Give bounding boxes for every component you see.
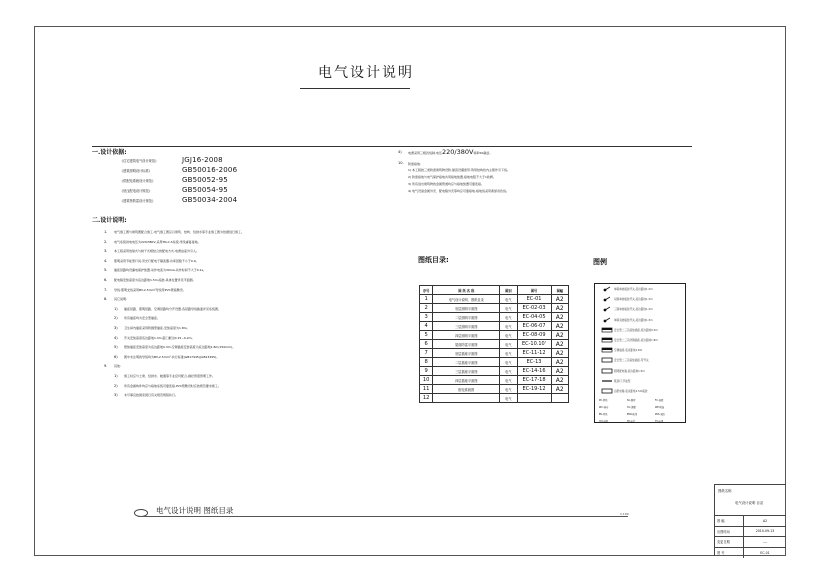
legend-abbrev: FC-地面: [655, 399, 664, 403]
note-sub-text: 开关安装高度底边距地1.3m,距门框边0.15~0.2m。: [124, 335, 195, 340]
note-sub-text: 未尽事宜按国家现行有关规范规程执行。: [124, 393, 179, 398]
cell-name: 底层插座平面图: [433, 349, 500, 358]
standard-row: [120, 175, 237, 185]
note-text: 其它说明:: [114, 297, 128, 302]
legend-item-text: 吸顶灯,节能型: [614, 379, 631, 383]
cell-name: 四层照明平面图: [433, 331, 500, 340]
note-sub-item: [104, 336, 384, 346]
note-item: [104, 259, 384, 269]
standard-code: GB50052-95: [182, 176, 228, 184]
cell-code: EC-11-12: [517, 349, 551, 358]
note-number: 9.: [104, 364, 108, 369]
legend-abbrev: WE-明装: [655, 406, 665, 410]
standard-name: 《住宅建筑电气设计规范》: [120, 158, 159, 163]
table-row: [420, 394, 569, 403]
legend-item: [595, 284, 685, 294]
cell-code: EC-06-07: [517, 322, 551, 331]
design-basis-heading: 一.设计依据:: [92, 149, 127, 156]
cell-no: 12: [420, 394, 433, 403]
cell-code: EC-02-03: [517, 304, 551, 313]
table-row: [420, 340, 569, 349]
legend-item: [595, 294, 685, 304]
note-text: 照明采用节能型灯具,荧光灯配电子镇流器,功率因数不小于0.9。: [114, 258, 199, 263]
note-sub-item: [104, 355, 384, 365]
cell-type: 电气: [500, 385, 517, 394]
note-sub-text: 壁装插座安装高度为底边距地0.3m,空调插座安装高度为底边距地1.8m(150mm)。: [124, 345, 236, 350]
right-notes: [398, 150, 698, 196]
note-text: 导线:照明支线采用BV-2.5mm²导线穿PVC管暗敷设。: [114, 287, 186, 292]
note-number: 1.: [104, 230, 108, 234]
note-text: 电气系统供电电压为220/380V,采用TN-C-S系统,零线重复接地。: [114, 239, 201, 244]
note-item: [104, 278, 384, 288]
right-note-sub-item: [398, 168, 698, 175]
right-note-text: [408, 161, 421, 167]
cell-name: 二层插座平面图: [433, 358, 500, 367]
col-header-code: 图号: [517, 286, 551, 295]
right-note-item: [398, 150, 698, 157]
legend-abbrev: YJV-电缆: [599, 420, 608, 424]
cell-name: 配电系统图: [433, 385, 500, 394]
cell-size: A2: [551, 358, 569, 367]
cell-size: A2: [551, 349, 569, 358]
cell-type: 电气: [500, 394, 517, 403]
note-number: 2.: [104, 239, 108, 244]
legend-item: [595, 304, 685, 314]
title-block-drawing-name: 电气设计说明 目录: [735, 501, 764, 505]
legend-item-text: 双联单控暗装开关,底边距地1.3m: [614, 298, 653, 302]
legend-abbreviations: [595, 396, 685, 425]
right-note-number: 10.: [398, 161, 404, 165]
legend-item-text: 单联双控暗装开关,底边距地1.3m: [614, 318, 653, 322]
drawing-list-header-row: [420, 286, 569, 295]
legend-abbrev: CC-顶棚: [627, 406, 636, 410]
standard-code: JGJ16-2008: [182, 156, 223, 164]
note-sub-text: 图中未注明的导线均为BV-2.5mm²,执行标准(GB17945)(GB13495)。: [124, 354, 220, 359]
legend-item-text: 单联单控暗装开关,底边距地1.3m: [614, 288, 653, 292]
drawing-list-heading: 图纸目录:: [418, 256, 449, 264]
note-text: 配电箱安装高度为底边距地1.5m,暗装,具体位置详见平面图。: [114, 277, 196, 282]
footer-scale: 1:100: [620, 512, 629, 516]
cell-name: 四层插座平面图: [433, 376, 500, 385]
right-note-sub-item: [398, 189, 698, 196]
box-symbol-icon: [600, 388, 614, 394]
right-note-sub-text: 1) 本工程按三类防雷建筑物设防,屋顶设避雷带,利用结构柱内主筋作引下线。: [408, 168, 510, 172]
note-sub-text: 插座回路、照明回路、空调回路均分开设置,各回路导线截面详见系统图。: [124, 306, 221, 311]
legend-item: [595, 315, 685, 325]
note-number: 3.: [104, 249, 108, 254]
standard-row: [120, 185, 237, 195]
note-number: 6.: [104, 277, 108, 282]
note-sub-number: 2): [114, 316, 118, 321]
legend-abbrev: RVS-双绞: [655, 413, 665, 417]
note-sub-number: 3): [114, 325, 118, 330]
title-block-header: [715, 485, 786, 516]
note-item: [104, 364, 384, 374]
note-number: 4.: [104, 258, 108, 263]
table-row: [420, 322, 569, 331]
cell-no: 6: [420, 340, 433, 349]
right-note-value: 220/380V: [441, 148, 474, 156]
right-note-number: 4): [398, 150, 402, 154]
cell-code: EC-17-18: [517, 376, 551, 385]
box-symbol-icon: [600, 357, 614, 363]
note-sub-number: 5): [114, 345, 118, 350]
cell-code: EC-13: [517, 358, 551, 367]
note-number: 5.: [104, 268, 108, 273]
cell-size: A2: [551, 385, 569, 394]
legend-item-text: 总配电箱,底边距地1.5m暗装: [614, 389, 648, 393]
footer-title: 电气设计说明 图纸目录: [156, 506, 234, 515]
cell-code: EC-19-12: [517, 385, 551, 394]
design-notes-heading: 二.设计说明:: [92, 217, 127, 224]
cell-size: A2: [551, 322, 569, 331]
title-block-key: 图 幅: [715, 516, 744, 526]
cell-name: 三层插座平面图: [433, 367, 500, 376]
legend-item-text: 安全型二三孔暗装插座,底边距地0.3m: [614, 328, 658, 332]
cell-no: 5: [420, 331, 433, 340]
note-sub-text: 所有金属构件均应与接地系统可靠连接,PVC管敷设时应按规范要求施工。: [124, 383, 221, 388]
cell-name: 屋面防雷平面图: [433, 340, 500, 349]
table-row: [420, 304, 569, 313]
note-sub-text: 所有插座均为安全型插座。: [124, 316, 161, 321]
cell-type: 电气: [500, 295, 517, 304]
title-block-row: [715, 527, 786, 538]
switch-symbol-icon: [600, 286, 614, 292]
legend-item-text: 空调插座,底边距地1.8m: [614, 349, 643, 353]
legend-item-text: 照明配电箱,底边距地1.5m: [614, 369, 645, 373]
legend-item: [595, 345, 685, 355]
note-text: 电气施工图与建筑图配合施工,电气施工图应以建筑、结构、给排水等专业施工图为依据进行施工。: [114, 230, 244, 234]
cell-type: 电气: [500, 313, 517, 322]
legend-item: [595, 376, 685, 386]
standard-row: [120, 165, 237, 175]
note-text: 插座回路均设漏电保护装置,动作电流为30mA,动作时间不大于0.1s。: [114, 268, 207, 273]
note-number: 8.: [104, 297, 108, 302]
right-note-sub-text: 4) 电气设备金属外壳、配电箱外壳等均应可靠接地,接地线采用黄绿双色线。: [408, 189, 509, 193]
title-block-key: 图 号: [715, 548, 744, 559]
table-row: [420, 313, 569, 322]
footer-underline: [138, 516, 628, 517]
legend-item-text: 三联单控暗装开关,底边距地1.3m: [614, 308, 653, 312]
document-title: 电气设计说明: [318, 65, 414, 81]
note-sub-number: 1): [114, 306, 118, 311]
right-note-sub-text: 2) 防雷接地与电气保护接地共用接地装置,接地电阻不大于1欧姆。: [408, 175, 496, 179]
note-text: 其他:: [114, 364, 122, 369]
cell-code: EC-14-16: [517, 367, 551, 376]
title-block-row: [715, 537, 786, 548]
cell-no: 3: [420, 313, 433, 322]
title-block-key: 出图时间: [715, 527, 744, 537]
table-row: [420, 376, 569, 385]
socket-symbol-icon: [600, 327, 614, 333]
right-note-text-a: 电源采用三相四线制,电压: [408, 151, 442, 155]
standard-row: [120, 155, 237, 165]
standard-name: 《供配电系统设计规范》: [120, 178, 156, 183]
note-sub-text: 卫生间内插座采用防溅型插座,安装高度为1.8m。: [124, 325, 190, 330]
cell-name: 底层照明平面图: [433, 304, 500, 313]
table-row: [420, 349, 569, 358]
cell-no: 4: [420, 322, 433, 331]
cell-size: A2: [551, 376, 569, 385]
note-item: [104, 230, 384, 240]
legend-abbrev: BV-导线: [599, 413, 608, 417]
note-item: [104, 249, 384, 259]
switch-symbol-icon: [600, 306, 614, 312]
cell-no: 7: [420, 349, 433, 358]
cell-code: EC-04-05: [517, 313, 551, 322]
note-item: [104, 268, 384, 278]
title-block-row: [715, 516, 786, 527]
standards-list: [120, 155, 237, 205]
note-sub-number: 3): [114, 393, 118, 398]
cell-size: A2: [551, 313, 569, 322]
right-note-text-a: 防雷接地:: [408, 162, 422, 166]
cell-no: 1: [420, 295, 433, 304]
title-underline: [300, 88, 410, 89]
cell-code: EC-08-09: [517, 331, 551, 340]
cell-no: 11: [420, 385, 433, 394]
legend-abbrev: TP-电话: [627, 420, 636, 424]
title-block-row: [715, 548, 786, 559]
header-divider: [92, 146, 692, 147]
legend-item: [595, 386, 685, 396]
col-header-type: 图别: [500, 286, 517, 295]
right-note-item: [398, 161, 698, 168]
cell-type: 电气: [500, 340, 517, 349]
drawing-list-table: [419, 285, 569, 403]
note-sub-item: [104, 384, 384, 394]
legend-item: [595, 325, 685, 335]
cell-no: 2: [420, 304, 433, 313]
cell-code: EC-01: [517, 295, 551, 304]
cell-size: A2: [551, 304, 569, 313]
legend-item: [595, 335, 685, 345]
legend-abbrev: WC-墙内: [599, 406, 609, 410]
cell-type: 电气: [500, 331, 517, 340]
legend-heading: 图例: [593, 258, 607, 266]
socket-symbol-icon: [600, 337, 614, 343]
table-row: [420, 331, 569, 340]
right-note-text-b: 频率50赫兹。: [473, 151, 493, 155]
note-item: [104, 297, 384, 307]
note-sub-item: [104, 316, 384, 326]
box-symbol-icon: [600, 368, 614, 374]
right-note-text: [408, 150, 492, 156]
table-row: [420, 385, 569, 394]
cell-type: 电气: [500, 322, 517, 331]
standard-name: 《建筑物防雷设计规范》: [120, 198, 156, 203]
title-block-key: 变更日期: [715, 537, 744, 547]
col-header-no: 序号: [420, 286, 433, 295]
note-number: 7.: [104, 287, 108, 292]
note-sub-item: [104, 393, 384, 403]
note-text: 本工程采用放射式与树干式相结合的配电方式,电源由室外引入。: [114, 249, 199, 254]
cell-type: 电气: [500, 304, 517, 313]
note-sub-number: 1): [114, 373, 118, 378]
standard-code: GB50054-95: [182, 186, 228, 194]
table-row: [420, 295, 569, 304]
cell-name: 电气设计说明、图纸目录: [433, 295, 500, 304]
cell-no: 10: [420, 376, 433, 385]
title-block-project-label: 图纸名称: [718, 489, 732, 493]
note-sub-number: 4): [114, 335, 118, 340]
cell-code: [517, 394, 551, 403]
switch-symbol-icon: [600, 296, 614, 302]
cell-type: 电气: [500, 349, 517, 358]
title-block-value: A2: [762, 518, 768, 523]
legend-item: [595, 355, 685, 365]
note-sub-text: 施工时应与土建、给排水、暖通等专业密切配合,做好预留预埋工作。: [124, 373, 215, 378]
legend-abbrev: TV-电视: [655, 420, 664, 424]
cell-no: 9: [420, 367, 433, 376]
cell-name: 二层照明平面图: [433, 313, 500, 322]
cell-type: 电气: [500, 367, 517, 376]
title-block-value: ----: [762, 539, 768, 544]
note-sub-number: 2): [114, 383, 118, 388]
right-note-sub-text: 3) 所有进出建筑物的金属管道均应与接地装置可靠连接。: [408, 182, 485, 186]
standard-code: GB50034-2004: [182, 196, 238, 204]
legend-abbrev: SC-钢管: [627, 399, 636, 403]
legend-item: [595, 366, 685, 376]
col-header-name: 图 纸 名 称: [433, 286, 500, 295]
legend-abbrev: BVR-软线: [627, 413, 638, 417]
note-sub-item: [104, 326, 384, 336]
cell-no: 8: [420, 358, 433, 367]
standard-name: 《低压配电设计规范》: [120, 188, 152, 193]
cell-size: [551, 394, 569, 403]
legend-item-text: 安全型二三孔防溅插座,底边距地1.8m: [614, 339, 658, 343]
right-note-sub-item: [398, 175, 698, 182]
note-sub-item: [104, 307, 384, 317]
standard-name: 《建筑照明设计标准》: [120, 168, 152, 173]
title-block-value: 2010-09-13: [755, 529, 775, 534]
lamp-symbol-icon: [600, 378, 614, 384]
socket-symbol-icon: [600, 347, 614, 353]
table-row: [420, 358, 569, 367]
note-sub-number: 6): [114, 354, 118, 359]
cell-type: 电气: [500, 376, 517, 385]
cell-type: 电气: [500, 358, 517, 367]
note-sub-item: [104, 374, 384, 384]
right-note-sub-item: [398, 182, 698, 189]
legend-item-text: 安全型二三孔暗装插座,带开关: [614, 359, 649, 363]
note-item: [104, 240, 384, 250]
cell-size: A2: [551, 340, 569, 349]
note-item: [104, 288, 384, 298]
design-notes: [104, 230, 384, 403]
cell-size: A2: [551, 331, 569, 340]
legend-abbrev: PC-管线: [599, 399, 608, 403]
table-row: [420, 367, 569, 376]
legend-box: [594, 283, 686, 423]
note-sub-item: [104, 345, 384, 355]
title-block: [714, 484, 786, 556]
cell-size: A2: [551, 295, 569, 304]
cell-name: [433, 394, 500, 403]
cell-code: EC-10.10': [517, 340, 551, 349]
cell-size: A2: [551, 367, 569, 376]
switch-symbol-icon: [600, 317, 614, 323]
col-header-size: 图幅: [551, 286, 569, 295]
standard-row: [120, 195, 237, 205]
standard-code: GB50016-2006: [182, 166, 238, 174]
title-block-value: EC-01: [760, 550, 770, 555]
cell-name: 三层照明平面图: [433, 322, 500, 331]
